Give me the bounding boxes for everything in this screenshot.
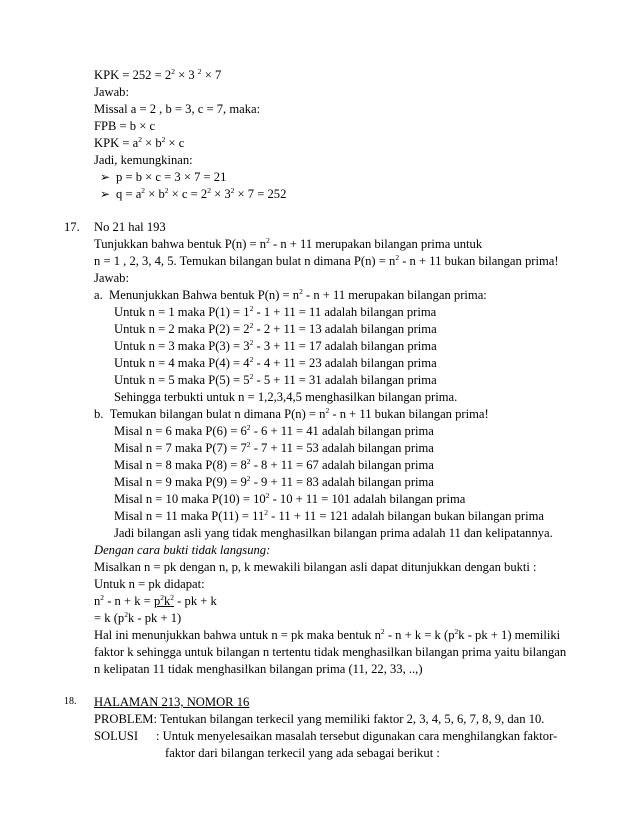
indirect-line-3: Hal ini menunjukkan bahwa untuk n = pk maka bentuk $n^2 - n + k = k$ ($p^2k$ - pk + 1) memiliki bbox=[94, 627, 561, 642]
p18-solusi-label: SOLUSI bbox=[94, 729, 139, 743]
kpk-formula-line: KPK = $a^2 \times b^2 \times c$ bbox=[94, 135, 185, 150]
indirect-eq-1: $n^2 - n + k = p^2k^2$ - pk + k bbox=[94, 593, 217, 608]
p17-b-line-11: Misal n = 11 maka $P(11) = 11^2 - 11 + 11 = 121$ adalah bilangan bukan bilangan prima bbox=[114, 508, 544, 523]
bullet-q: ➢ $q = a^2 \times b^2 \times c = 2^2 \times 3^2 \times 7 = 252$ bbox=[100, 186, 287, 201]
indirect-line-2: Untuk n = pk didapat: bbox=[94, 577, 205, 591]
p17-statement-2: n = 1 , 2, 3, 4, 5. Temukan bilangan bulat n dimana $P(n) = n^2 - n + 11$ bukan bilangan prima! bbox=[94, 253, 559, 268]
p17-part-a: a. Menunjukkan Bahwa bentuk $P(n) = n^2 - n + 11$ merupakan bilangan prima: bbox=[94, 287, 487, 302]
p17-b-line-7: Misal n = 7 maka $P(7) = 7^2 - 7 + 11 = 53$ adalah bilangan prima bbox=[114, 440, 434, 455]
p17-a-line-3: Untuk n = 3 maka $P(3) = 3^2 - 3 + 11 = 17$ adalah bilangan prima bbox=[114, 338, 437, 353]
p17-jawab: Jawab: bbox=[94, 271, 129, 285]
arrow-bullet-icon: ➢ bbox=[100, 187, 111, 201]
p17-b-conclusion: Jadi bilangan asli yang tidak menghasilkan bilangan prima adalah 11 dan kelipatannya. bbox=[114, 526, 553, 540]
kpk-line: KPK = $252 = 2^2 \times 3$ $^2$ × 7 bbox=[94, 67, 222, 82]
arrow-bullet-icon: ➢ bbox=[100, 170, 111, 184]
indirect-line-4: faktor k sehingga untuk bilangan n tertentu tidak menghasilkan bilangan prima yaitu bilangan bbox=[94, 645, 567, 659]
p17-b-line-9: Misal n = 9 maka $P(9) = 9^2 - 9 + 11 = 83$ adalah bilangan prima bbox=[114, 474, 434, 489]
p17-a-line-1: Untuk n = 1 maka $P(1) = 1^2 - 1 + 11 = 11$ adalah bilangan prima bbox=[114, 304, 437, 319]
indirect-proof-heading: Dengan cara bukti tidak langsung: bbox=[94, 543, 271, 557]
indirect-eq-2: = k ($p^2k$ - pk + 1) bbox=[94, 610, 182, 625]
item-number-17: 17. bbox=[64, 220, 80, 234]
p18-title: HALAMAN 213, NOMOR 16 bbox=[94, 695, 250, 709]
fpb-line: FPB = b × c bbox=[94, 119, 156, 133]
p17-part-b: b. Temukan bilangan bulat n dimana $P(n) = n^2 - n + 11$ bukan bilangan prima! bbox=[94, 406, 489, 421]
item-number-18: 18. bbox=[64, 696, 77, 707]
missal-line: Missal a = 2 , b = 3, c = 7, maka: bbox=[94, 102, 261, 116]
jadi-line: Jadi, kemungkinan: bbox=[94, 153, 193, 167]
p18-problem: PROBLEM: Tentukan bilangan terkecil yang memiliki faktor 2, 3, 4, 5, 6, 7, 8, 9, dan 10. bbox=[94, 712, 545, 726]
p17-statement-1: Tunjukkan bahwa bentuk $P(n) = n^2 - n + 11$ merupakan bilangan prima untuk bbox=[94, 236, 483, 251]
p17-a-conclusion: Sehingga terbukti untuk n = 1,2,3,4,5 menghasilkan bilangan prima. bbox=[114, 390, 458, 404]
p18-solusi-1: : Untuk menyelesaikan masalah tersebut digunakan cara menghilangkan faktor- bbox=[156, 729, 558, 743]
indirect-line-5: n kelipatan 11 tidak menghasilkan bilangan prima (11, 22, 33, ..,) bbox=[94, 662, 423, 676]
p17-a-line-2: Untuk n = 2 maka $P(2) = 2^2 - 2 + 11 = 13$ adalah bilangan prima bbox=[114, 321, 437, 336]
p17-b-line-6: Misal n = 6 maka $P(6) = 6^2 - 6 + 11 = 41$ adalah bilangan prima bbox=[114, 423, 434, 438]
indirect-line-1: Misalkan n = pk dengan n, p, k mewakili bilangan asli dapat ditunjukkan dengan bukti : bbox=[94, 560, 537, 574]
p18-solusi-2: faktor dari bilangan terkecil yang ada sebagai berikut : bbox=[165, 746, 440, 760]
jawab-label: Jawab: bbox=[94, 85, 129, 99]
p17-a-line-5: Untuk n = 5 maka $P(5) = 5^2 - 5 + 11 = 31$ adalah bilangan prima bbox=[114, 372, 437, 387]
p17-b-line-8: Misal n = 8 maka $P(8) = 8^2 - 8 + 11 = 67$ adalah bilangan prima bbox=[114, 457, 434, 472]
p17-title: No 21 hal 193 bbox=[94, 220, 166, 234]
p17-a-line-4: Untuk n = 4 maka $P(4) = 4^2 - 4 + 11 = 23$ adalah bilangan prima bbox=[114, 355, 437, 370]
bullet-p: ➢ p = b × c = 3 × 7 = 21 bbox=[100, 170, 227, 184]
p17-b-line-10: Misal n = 10 maka $P(10) = 10^2 - 10 + 11 = 101$ adalah bilangan prima bbox=[114, 491, 466, 506]
